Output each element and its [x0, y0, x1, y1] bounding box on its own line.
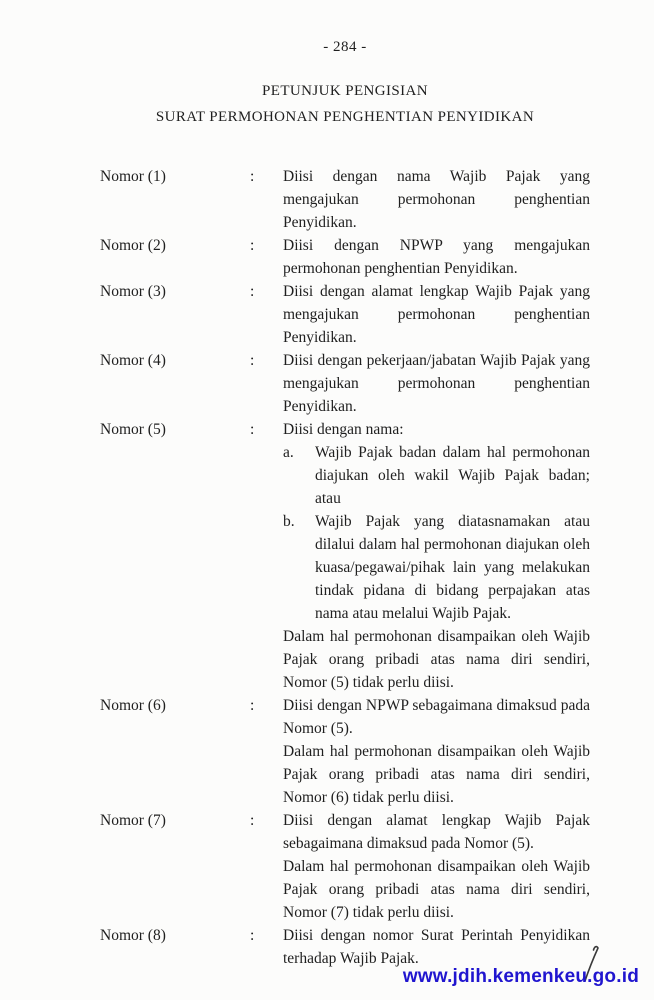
instruction-content	[283, 418, 590, 694]
page-number: - 284 -	[323, 39, 367, 55]
list-item-text: Wajib Pajak badan dalam hal permohonan diajukan oleh wakil Wajib Pajak badan; atau	[315, 444, 590, 507]
instruction-row	[100, 924, 590, 970]
document-title-line2: SURAT PERMOHONAN PENGHENTIAN PENYIDIKAN	[155, 109, 535, 125]
label-separator: :	[250, 283, 255, 300]
instruction-label: Nomor (1)	[100, 168, 166, 185]
instruction-paragraph: Diisi dengan nama:	[283, 421, 404, 438]
instruction-label: Nomor (4)	[100, 352, 166, 369]
document-title	[100, 78, 590, 130]
instruction-content	[283, 809, 590, 924]
instruction-paragraph: Dalam hal permohonan disampaikan oleh Wajib Pajak orang pribadi atas nama diri sendiri, Nomor (5) tidak perlu diisi.	[283, 628, 590, 691]
lettered-list-item	[283, 441, 590, 510]
instruction-content	[283, 234, 590, 280]
instruction-content	[283, 349, 590, 418]
label-separator: :	[250, 421, 255, 438]
instruction-label: Nomor (3)	[100, 283, 166, 300]
instruction-content	[283, 694, 590, 809]
document-title-line1: PETUNJUK PENGISIAN	[262, 83, 428, 99]
instruction-row	[100, 234, 590, 280]
list-marker: b.	[283, 513, 295, 530]
instruction-paragraph: Dalam hal permohonan disampaikan oleh Wajib Pajak orang pribadi atas nama diri sendiri, Nomor (6) tidak perlu diisi.	[283, 743, 590, 806]
label-separator: :	[250, 927, 255, 944]
instruction-label: Nomor (5)	[100, 421, 166, 438]
instruction-row	[100, 280, 590, 349]
instruction-paragraph: Diisi dengan NPWP sebagaimana dimaksud pada Nomor (5).	[283, 697, 590, 737]
instruction-row	[100, 694, 590, 809]
instruction-paragraph: Diisi dengan nama Wajib Pajak yang mengajukan permohonan penghentian Penyidikan.	[283, 168, 590, 231]
instruction-row	[100, 349, 590, 418]
instruction-content	[283, 165, 590, 234]
footer-watermark-link[interactable]: www.jdih.kemenkeu.go.id	[402, 966, 639, 987]
instruction-label: Nomor (2)	[100, 237, 166, 254]
instruction-row	[100, 418, 590, 694]
list-marker: a.	[283, 444, 294, 461]
instruction-paragraph: Diisi dengan pekerjaan/jabatan Wajib Pajak yang mengajukan permohonan penghentian Penyidikan.	[283, 352, 590, 415]
instruction-paragraph: Dalam hal permohonan disampaikan oleh Wajib Pajak orang pribadi atas nama diri sendiri, Nomor (7) tidak perlu diisi.	[283, 858, 590, 921]
instruction-label: Nomor (7)	[100, 812, 166, 829]
label-separator: :	[250, 237, 255, 254]
instruction-paragraph: Diisi dengan alamat lengkap Wajib Pajak yang mengajukan permohonan penghentian Penyidikan.	[283, 283, 590, 346]
instruction-paragraph: Diisi dengan NPWP yang mengajukan permohonan penghentian Penyidikan.	[283, 237, 590, 277]
lettered-list-item	[283, 510, 590, 625]
label-separator: :	[250, 352, 255, 369]
instruction-label: Nomor (6)	[100, 697, 166, 714]
instruction-label: Nomor (8)	[100, 927, 166, 944]
instruction-content	[283, 924, 590, 970]
label-separator: :	[250, 697, 255, 714]
list-item-text: Wajib Pajak yang diatasnamakan atau dilalui dalam hal permohonan diajukan oleh kuasa/pegawai/pihak lain yang melakukan tindak pidana di bidang perpajakan atas nama atau melalui Wajib Pajak.	[315, 513, 590, 622]
label-separator: :	[250, 168, 255, 185]
instruction-row	[100, 165, 590, 234]
instruction-paragraph: Diisi dengan nomor Surat Perintah Penyidikan terhadap Wajib Pajak.	[283, 927, 590, 967]
instruction-content	[283, 280, 590, 349]
instruction-paragraph: Diisi dengan alamat lengkap Wajib Pajak sebagaimana dimaksud pada Nomor (5).	[283, 812, 590, 852]
instruction-row	[100, 809, 590, 924]
label-separator: :	[250, 812, 255, 829]
instruction-list	[100, 165, 590, 970]
